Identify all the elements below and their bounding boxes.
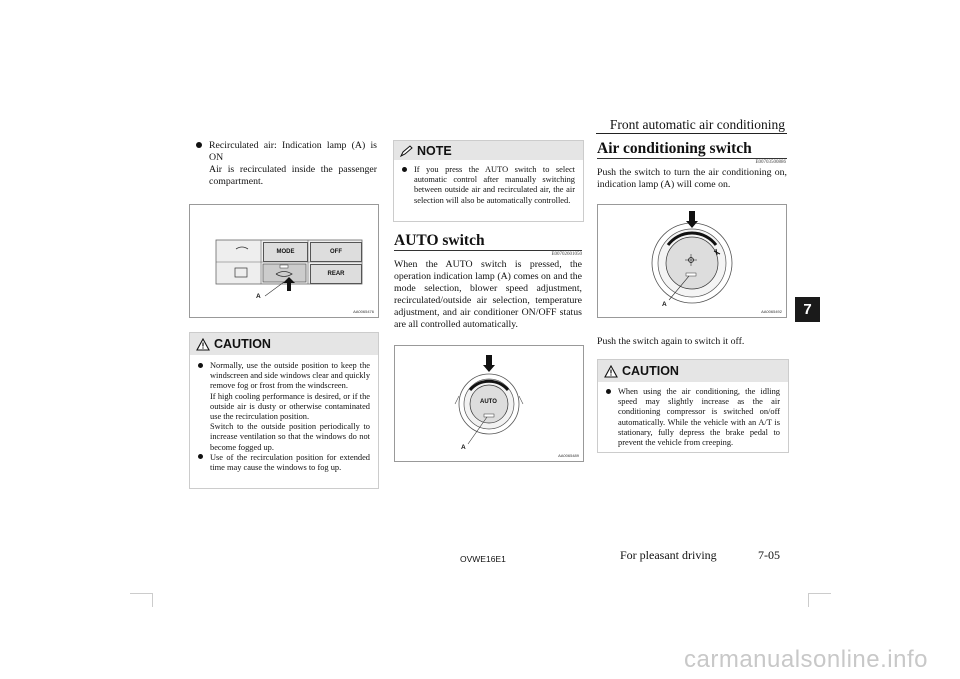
footer-section: For pleasant driving <box>620 548 717 562</box>
section-code: E00703500886 <box>755 160 786 165</box>
caution-box-right <box>597 359 789 453</box>
section-title-air-conditioning-switch: Air conditioning switch <box>597 140 752 157</box>
section-title-auto-switch: AUTO switch <box>394 232 485 249</box>
crop-mark <box>809 593 831 594</box>
section-rule <box>394 250 582 251</box>
caution-item-1 <box>606 387 780 448</box>
crop-mark <box>808 593 809 607</box>
figure-auto-knob <box>394 345 584 462</box>
crop-mark <box>152 593 153 607</box>
caution-item-1 <box>198 361 370 453</box>
section-code: E00702601050 <box>551 252 582 257</box>
warning-triangle-icon <box>604 365 618 378</box>
label-a: A <box>256 293 261 300</box>
ac-knob-illustration <box>598 205 786 317</box>
caution-item-1-text: When using the air conditioning, the idling speed may slightly increase as the air conditioning compressor is switched on/off automatically. While the vehicle with an A/T is stationary, fully depress the brake pedal to prevent the vehicle from creeping. <box>618 387 780 448</box>
caution-header <box>190 333 378 355</box>
caution-title: CAUTION <box>622 364 679 378</box>
caution-title: CAUTION <box>214 337 271 351</box>
section-rule <box>597 158 787 159</box>
running-header: Front automatic air conditioning <box>609 117 785 132</box>
figure-control-panel <box>189 204 379 318</box>
caution-item-1-p3: Switch to the outside position periodically to increase ventilation so that the windows do not become fogged up. <box>210 422 370 452</box>
rear-button[interactable]: REAR <box>310 264 362 284</box>
note-pencil-icon <box>400 145 413 157</box>
bullet-dot <box>198 363 203 368</box>
switch-off-text: Push the switch again to switch it off. <box>597 336 745 347</box>
bullet-dot <box>606 389 611 394</box>
caution-item-2-text: Use of the recirculation position for extended time may cause the windows to fog up. <box>210 452 370 473</box>
caution-item-2 <box>198 453 370 473</box>
auto-knob-label[interactable]: AUTO <box>480 399 497 405</box>
bullet-body: Air is recirculated inside the passenger compartment. <box>209 164 377 187</box>
air-conditioning-body: Push the switch to turn the air conditioning on, indication lamp (A) will come on. <box>597 167 787 190</box>
label-a: A <box>662 301 667 308</box>
note-header <box>394 141 583 160</box>
auto-switch-body: When the AUTO switch is pressed, the operation indication lamp (A) comes on and the mode selection, blower speed adjustment, recirculated/outside air selection, temperature adjustment, and air conditioner ON/OFF status are all controlled automatically. <box>394 259 582 330</box>
caution-item-1-p2: If high cooling performance is desired, or if the outside air is dusty or otherwise contaminated use the recirculation position. <box>210 391 370 422</box>
bullet-recirculated-air <box>196 140 377 188</box>
mode-button[interactable]: MODE <box>263 242 308 262</box>
note-item-1-text: If you press the AUTO switch to select automatic control after manually switching between outside air and recirculated air, the air selection will also be automatically controlled. <box>414 165 575 205</box>
bullet-dot <box>402 167 407 172</box>
crop-mark <box>130 593 152 594</box>
figure-code: AA0065492 <box>761 309 782 314</box>
caution-box-left <box>189 332 379 489</box>
note-box <box>393 140 584 222</box>
warning-triangle-icon <box>196 338 210 351</box>
header-rule <box>596 133 787 134</box>
watermark: carmanualsonline.info <box>684 646 928 673</box>
footer-page-number: 7-05 <box>758 548 780 562</box>
figure-code: AA0065476 <box>353 309 374 314</box>
caution-header <box>598 360 788 382</box>
chapter-tab[interactable]: 7 <box>795 297 820 322</box>
bullet-dot <box>196 142 202 148</box>
label-a: A <box>461 444 466 451</box>
off-button[interactable]: OFF <box>310 242 362 262</box>
note-title: NOTE <box>417 143 452 158</box>
figure-code: AA0065489 <box>558 453 579 458</box>
figure-ac-knob <box>597 204 787 318</box>
bullet-label: Recirculated air: Indication lamp (A) is ON <box>209 140 377 163</box>
caution-item-1-p1: Normally, use the outside position to keep the windscreen and side windows clear and quickly remove fog or frost from the windscreen. <box>210 361 371 391</box>
footer-doc-code: OVWE16E1 <box>460 554 506 564</box>
note-item-1 <box>402 165 575 206</box>
bullet-dot <box>198 454 203 459</box>
